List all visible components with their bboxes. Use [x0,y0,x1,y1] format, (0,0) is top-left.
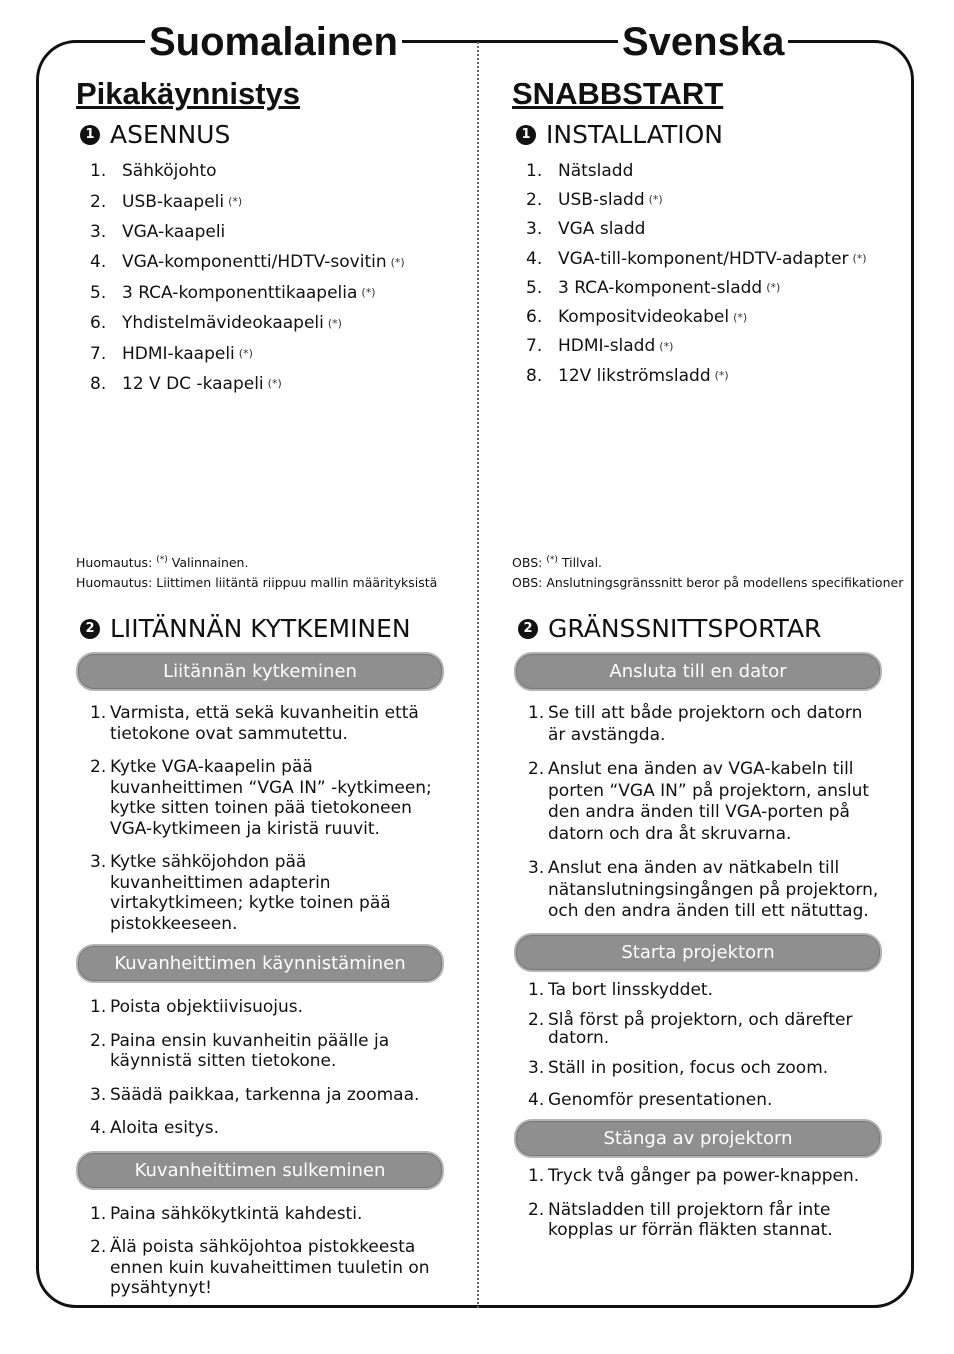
step-number-badge: 2 [80,619,100,639]
package-contents-list [512,156,912,390]
list-item: 1. Nätsladd [526,160,634,181]
finnish-connection-section [76,610,444,1299]
language-title-swedish: Svenska [618,14,788,70]
note-connector: Huomautus: Liittimen liitäntä riippuu mallin määrityksistä [76,575,438,591]
steps-startup [514,980,882,1111]
list-item: 7. HDMI-sladd (*) [526,336,674,357]
list-item: 8. 12 V DC -kaapeli (*) [90,373,282,394]
list-item: 1. Tryck två gånger pa power-knappen. [528,1166,860,1186]
section-connection-heading [76,612,444,646]
list-item: 3. VGA sladd [526,219,646,240]
group-header-shutdown: Stänga av projektorn [514,1119,882,1158]
swedish-connection-section [514,610,882,1241]
list-item: 1. Paina sähkökytkintä kahdesti. [90,1203,363,1224]
list-item: 2. Slå först på projektorn, och därefter datorn. [528,1010,853,1048]
step-number-badge: 1 [80,125,100,145]
step-number-badge: 1 [516,125,536,145]
step-number-badge: 2 [518,619,538,639]
group-header-startup: Starta projektorn [514,933,882,972]
steps-connect [514,703,882,923]
list-item: 2. Nätsladden till projektorn får inte kopplas ur förrän fläkten stannat. [528,1199,833,1240]
list-item: 8. 12V likströmsladd (*) [526,365,729,386]
note-optional: OBS: (*) Tillval. [512,555,603,571]
list-item: 4. Genomför presentationen. [528,1089,773,1110]
list-item: 3. Ställ in position, focus och zoom. [528,1058,829,1078]
finnish-column [76,72,448,399]
list-item: 2. USB-kaapeli (*) [90,191,243,212]
list-item: 1. Ta bort linsskyddet. [528,979,713,1000]
list-item: 3. Kytke sähköjohdon pää kuvanheittimen adapterin virtakytkimeen; kytke toinen pää pistokkeeseen. [90,852,391,934]
group-header-connect: Liitännän kytkeminen [76,652,444,691]
group-header-startup: Kuvanheittimen käynnistäminen [76,944,444,983]
steps-connect [76,703,444,934]
note-connector: OBS: Anslutningsgränssnitt beror på modellens specifikationer [512,575,904,591]
steps-startup [76,997,444,1139]
section-connection-heading [514,612,882,646]
list-item: 1. Varmista, että sekä kuvanheitin että tietokone ovat sammutettu. [90,703,419,744]
language-title-finnish: Suomalainen [145,14,402,70]
note-optional: Huomautus: (*) Valinnainen. [76,555,249,571]
quick-start-title: SNABBSTART [512,76,724,111]
list-item: 2. Älä poista sähköjohtoa pistokkeesta ennen kuin kuvaheittimen tuuletin on pysähtynyt! [90,1237,430,1298]
list-item: 3. VGA-kaapeli [90,221,226,242]
list-item: 2. Kytke VGA-kaapelin pää kuvanheittimen “VGA IN” -kytkimeen; kytke sitten toinen pää tietokoneen VGA-kytkimeen ja kiristä ruuvit. [90,757,432,839]
list-item: 1. Se till att både projektorn och datorn är avstängda. [528,703,863,745]
swedish-notes [512,550,912,593]
group-header-shutdown: Kuvanheittimen sulkeminen [76,1151,444,1190]
steps-shutdown [514,1166,882,1241]
list-item: 4. VGA-till-komponent/HDTV-adapter (*) [526,248,867,269]
list-item: 3. Säädä paikkaa, tarkenna ja zoomaa. [90,1084,420,1105]
section-installation-heading [76,118,448,152]
steps-shutdown [76,1204,444,1299]
section-installation-heading [512,118,912,152]
list-item: 5. 3 RCA-komponenttikaapelia (*) [90,282,376,303]
section-title: GRÄNSSNITTSPORTAR [548,614,822,643]
package-contents-list [76,156,448,399]
list-item: 4. Aloita esitys. [90,1118,219,1138]
list-item: 6. Yhdistelmävideokaapeli (*) [90,313,342,334]
section-title: LIITÄNNÄN KYTKEMINEN [110,614,411,643]
quick-start-title: Pikakäynnistys [76,76,301,111]
list-item: 2. Paina ensin kuvanheitin päälle ja käynnistä sitten tietokone. [90,1030,390,1071]
list-item: 5. 3 RCA-komponent-sladd (*) [526,277,781,298]
list-item: 3. Anslut ena änden av nätkabeln till nätanslutningsingången på projektorn, och den andra änden till ett nätuttag. [528,858,879,921]
list-item: 2. Anslut ena änden av VGA-kabeln till porten “VGA IN” på projektorn, anslut den andra änden till VGA-porten på datorn och dra åt skruvarna. [528,759,870,844]
section-title: INSTALLATION [546,120,723,149]
swedish-column [512,72,912,390]
list-item: 6. Kompositvideokabel (*) [526,307,748,328]
list-item: 4. VGA-komponentti/HDTV-sovitin (*) [90,252,405,273]
list-item: 2. USB-sladd (*) [526,189,663,210]
list-item: 7. HDMI-kaapeli (*) [90,343,253,364]
group-header-connect: Ansluta till en dator [514,652,882,691]
finnish-notes [76,550,456,593]
column-divider [477,42,479,1308]
list-item: 1. Sähköjohto [90,161,217,182]
section-title: ASENNUS [110,120,231,149]
list-item: 1. Poista objektiivisuojus. [90,997,304,1017]
